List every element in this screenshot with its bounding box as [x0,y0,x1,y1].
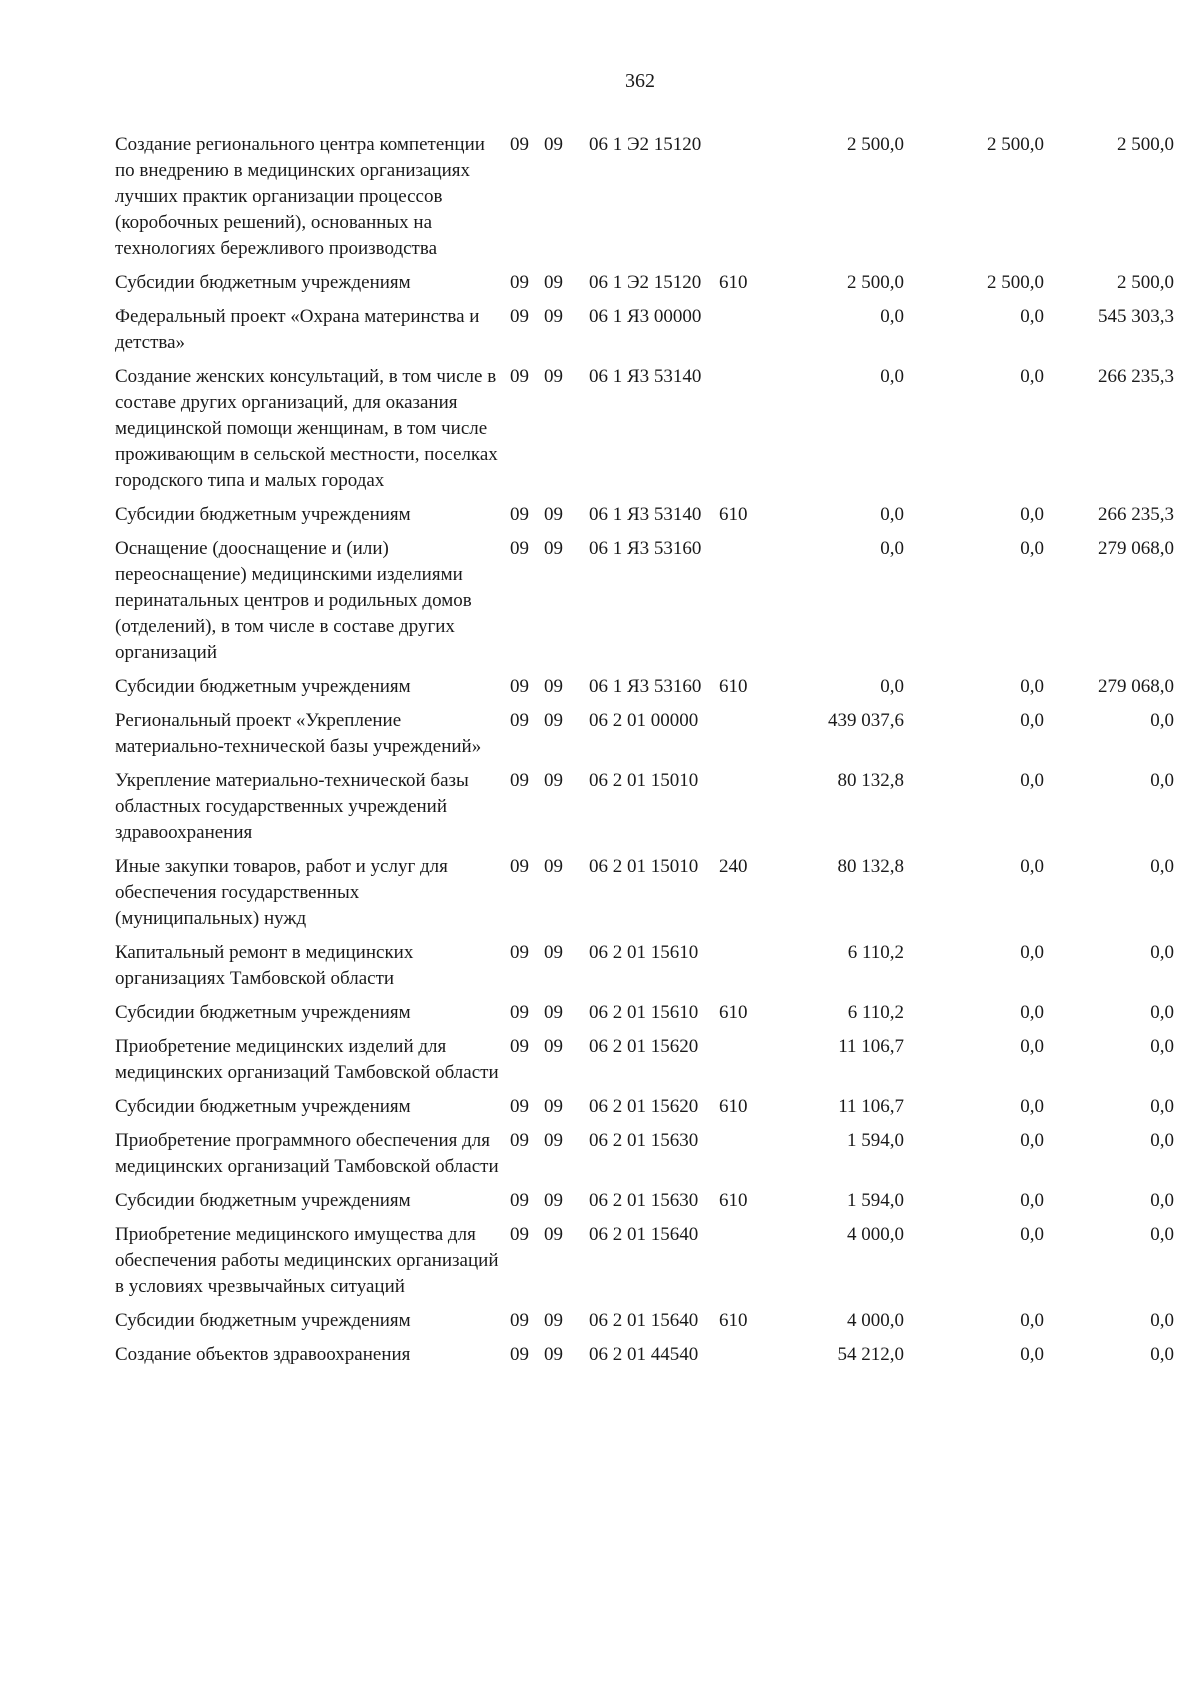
row-amount-2-cell: 0,0 [1020,942,1044,963]
row-amount-1-cell: 0,0 [880,366,904,387]
row-amount-3-cell: 0,0 [1150,1096,1174,1117]
row-amount-3-cell: 0,0 [1150,710,1174,731]
row-name-cell: Субсидии бюджетным учреждениям [115,1190,411,1211]
row-section-cell: 09 [510,504,529,525]
row-expense-type-cell: 610 [719,504,748,525]
table-row [115,1222,1174,1308]
row-name-cell: Приобретение медицинских изделий для медицинских организаций Тамбовской области [115,1036,499,1083]
row-expense-type-cell: 610 [719,1190,748,1211]
row-section-cell: 09 [510,1190,529,1211]
row-subsection-cell: 09 [544,770,563,791]
row-expense-type-cell [719,364,769,502]
row-name-cell: Федеральный проект «Охрана материнства и детства» [115,306,480,353]
row-expense-type-cell [719,1128,769,1188]
row-name-cell: Создание женских консультаций, в том числе в составе других организаций, для оказания медицинской помощи женщинам, в том числе проживающим в сельской местности, поселках городского типа и малых городах [115,366,498,491]
row-target-article-cell: 06 2 01 00000 [589,710,699,731]
row-amount-1-cell: 439 037,6 [828,710,904,731]
row-section-cell: 09 [510,134,529,155]
row-expense-type-cell: 610 [719,1002,748,1023]
row-amount-1-cell: 1 594,0 [847,1130,904,1151]
row-subsection-cell: 09 [544,1310,563,1331]
row-amount-2-cell: 0,0 [1020,538,1044,559]
row-target-article-cell: 06 1 Я3 53140 [589,504,702,525]
table-row [115,304,1174,364]
row-target-article-cell: 06 1 Я3 53160 [589,676,702,697]
row-expense-type-cell: 610 [719,272,748,293]
row-amount-2-cell: 0,0 [1020,504,1044,525]
row-subsection-cell: 09 [544,1002,563,1023]
row-expense-type-cell [719,708,769,768]
row-expense-type-cell [719,1222,769,1308]
row-section-cell: 09 [510,1096,529,1117]
row-expense-type-cell: 610 [719,1310,748,1331]
page-number: 362 [625,70,655,92]
row-subsection-cell: 09 [544,1190,563,1211]
table-row [115,708,1174,768]
row-name-cell: Субсидии бюджетным учреждениям [115,1002,411,1023]
row-amount-1-cell: 0,0 [880,676,904,697]
row-amount-2-cell: 2 500,0 [987,134,1044,155]
row-amount-2-cell: 0,0 [1020,1190,1044,1211]
row-subsection-cell: 09 [544,1224,563,1245]
row-subsection-cell: 09 [544,134,563,155]
row-expense-type-cell [719,132,769,270]
row-amount-1-cell: 4 000,0 [847,1224,904,1245]
row-subsection-cell: 09 [544,1036,563,1057]
row-target-article-cell: 06 2 01 15620 [589,1096,699,1117]
row-target-article-cell: 06 2 01 15620 [589,1036,699,1057]
row-subsection-cell: 09 [544,1130,563,1151]
row-section-cell: 09 [510,366,529,387]
row-section-cell: 09 [510,1002,529,1023]
row-target-article-cell: 06 2 01 15630 [589,1130,699,1151]
row-section-cell: 09 [510,1130,529,1151]
row-amount-2-cell: 0,0 [1020,1224,1044,1245]
row-amount-3-cell: 0,0 [1150,942,1174,963]
row-name-cell: Субсидии бюджетным учреждениям [115,504,411,525]
row-amount-3-cell: 0,0 [1150,1190,1174,1211]
row-amount-3-cell: 0,0 [1150,856,1174,877]
row-target-article-cell: 06 2 01 15640 [589,1310,699,1331]
row-subsection-cell: 09 [544,1096,563,1117]
row-amount-2-cell: 0,0 [1020,676,1044,697]
row-amount-3-cell: 0,0 [1150,1002,1174,1023]
row-target-article-cell: 06 2 01 44540 [589,1344,699,1365]
row-section-cell: 09 [510,272,529,293]
row-amount-1-cell: 0,0 [880,504,904,525]
row-name-cell: Иные закупки товаров, работ и услуг для обеспечения государственных (муниципальных) нужд [115,856,448,929]
row-amount-2-cell: 2 500,0 [987,272,1044,293]
row-subsection-cell: 09 [544,1344,563,1365]
row-amount-3-cell: 0,0 [1150,1224,1174,1245]
row-expense-type-cell [719,940,769,1000]
row-subsection-cell: 09 [544,538,563,559]
row-subsection-cell: 09 [544,710,563,731]
row-target-article-cell: 06 1 Э2 15120 [589,134,702,155]
row-expense-type-cell [719,536,769,674]
row-amount-2-cell: 0,0 [1020,1096,1044,1117]
row-subsection-cell: 09 [544,272,563,293]
row-target-article-cell: 06 2 01 15610 [589,1002,699,1023]
table-row [115,1188,1174,1222]
row-amount-1-cell: 0,0 [880,538,904,559]
row-section-cell: 09 [510,676,529,697]
row-amount-2-cell: 0,0 [1020,1344,1044,1365]
table-row [115,1342,1174,1376]
row-subsection-cell: 09 [544,366,563,387]
row-target-article-cell: 06 1 Э2 15120 [589,272,702,293]
row-expense-type-cell: 240 [719,856,748,877]
row-amount-3-cell: 279 068,0 [1098,676,1174,697]
row-amount-1-cell: 4 000,0 [847,1310,904,1331]
row-name-cell: Субсидии бюджетным учреждениям [115,676,411,697]
row-subsection-cell: 09 [544,856,563,877]
row-expense-type-cell [719,1034,769,1094]
row-expense-type-cell: 610 [719,1096,748,1117]
row-subsection-cell: 09 [544,306,563,327]
row-name-cell: Создание объектов здравоохранения [115,1344,411,1365]
row-section-cell: 09 [510,1036,529,1057]
row-amount-3-cell: 0,0 [1150,770,1174,791]
table-row [115,940,1174,1000]
row-section-cell: 09 [510,856,529,877]
row-name-cell: Субсидии бюджетным учреждениям [115,1310,411,1331]
row-target-article-cell: 06 1 Я3 53160 [589,538,702,559]
row-target-article-cell: 06 2 01 15010 [589,856,699,877]
row-target-article-cell: 06 1 Я3 00000 [589,306,702,327]
row-amount-3-cell: 0,0 [1150,1036,1174,1057]
row-section-cell: 09 [510,770,529,791]
row-section-cell: 09 [510,710,529,731]
row-amount-1-cell: 80 132,8 [837,770,904,791]
row-amount-3-cell: 2 500,0 [1117,134,1174,155]
row-name-cell: Субсидии бюджетным учреждениям [115,1096,411,1117]
row-amount-3-cell: 0,0 [1150,1130,1174,1151]
table-row [115,1094,1174,1128]
row-name-cell: Приобретение программного обеспечения для медицинских организаций Тамбовской области [115,1130,499,1177]
row-amount-1-cell: 11 106,7 [838,1096,904,1117]
table-row [115,1308,1174,1342]
table-row [115,536,1174,674]
row-amount-2-cell: 0,0 [1020,366,1044,387]
row-amount-3-cell: 279 068,0 [1098,538,1174,559]
row-amount-3-cell: 545 303,3 [1098,306,1174,327]
table-row [115,1128,1174,1188]
row-amount-1-cell: 11 106,7 [838,1036,904,1057]
row-expense-type-cell [719,768,769,854]
row-amount-1-cell: 2 500,0 [847,272,904,293]
row-section-cell: 09 [510,306,529,327]
table-row [115,1000,1174,1034]
table-body [115,132,1174,1376]
table-row [115,502,1174,536]
row-section-cell: 09 [510,1344,529,1365]
row-amount-3-cell: 2 500,0 [1117,272,1174,293]
table-row [115,768,1174,854]
row-amount-2-cell: 0,0 [1020,1130,1044,1151]
table-row [115,1034,1174,1094]
row-target-article-cell: 06 2 01 15610 [589,942,699,963]
row-amount-3-cell: 0,0 [1150,1310,1174,1331]
row-target-article-cell: 06 1 Я3 53140 [589,366,702,387]
row-amount-2-cell: 0,0 [1020,1036,1044,1057]
row-amount-3-cell: 266 235,3 [1098,366,1174,387]
row-amount-1-cell: 2 500,0 [847,134,904,155]
row-section-cell: 09 [510,1310,529,1331]
row-name-cell: Субсидии бюджетным учреждениям [115,272,411,293]
row-name-cell: Капитальный ремонт в медицинских организациях Тамбовской области [115,942,414,989]
row-target-article-cell: 06 2 01 15640 [589,1224,699,1245]
row-subsection-cell: 09 [544,676,563,697]
table-row [115,674,1174,708]
row-target-article-cell: 06 2 01 15010 [589,770,699,791]
row-name-cell: Оснащение (дооснащение и (или) переоснащение) медицинскими изделиями перинатальных центров и родильных домов (отделений), в том числе в составе других организаций [115,538,472,663]
row-subsection-cell: 09 [544,942,563,963]
row-amount-3-cell: 266 235,3 [1098,504,1174,525]
table-row [115,364,1174,502]
row-amount-1-cell: 0,0 [880,306,904,327]
row-expense-type-cell: 610 [719,676,748,697]
row-amount-2-cell: 0,0 [1020,770,1044,791]
row-section-cell: 09 [510,942,529,963]
row-name-cell: Укрепление материально-технической базы областных государственных учреждений здравоохранения [115,770,469,843]
table-row [115,270,1174,304]
table-row [115,854,1174,940]
row-section-cell: 09 [510,538,529,559]
row-amount-1-cell: 54 212,0 [837,1344,904,1365]
row-amount-3-cell: 0,0 [1150,1344,1174,1365]
row-name-cell: Приобретение медицинского имущества для обеспечения работы медицинских организаций в условиях чрезвычайных ситуаций [115,1224,499,1297]
budget-table [115,132,1174,1376]
row-amount-2-cell: 0,0 [1020,1002,1044,1023]
row-subsection-cell: 09 [544,504,563,525]
row-amount-2-cell: 0,0 [1020,1310,1044,1331]
row-expense-type-cell [719,304,769,364]
row-name-cell: Региональный проект «Укрепление материально-технической базы учреждений» [115,710,482,757]
row-amount-2-cell: 0,0 [1020,306,1044,327]
row-section-cell: 09 [510,1224,529,1245]
row-amount-1-cell: 6 110,2 [847,1002,904,1023]
row-target-article-cell: 06 2 01 15630 [589,1190,699,1211]
row-expense-type-cell [719,1342,769,1376]
row-amount-1-cell: 1 594,0 [847,1190,904,1211]
row-amount-2-cell: 0,0 [1020,710,1044,731]
row-amount-1-cell: 6 110,2 [847,942,904,963]
row-name-cell: Создание регионального центра компетенции по внедрению в медицинских организациях лучших практик организации процессов (коробочных решений), основанных на технологиях бережливого производства [115,134,485,259]
table-row [115,132,1174,270]
row-amount-2-cell: 0,0 [1020,856,1044,877]
row-amount-1-cell: 80 132,8 [837,856,904,877]
